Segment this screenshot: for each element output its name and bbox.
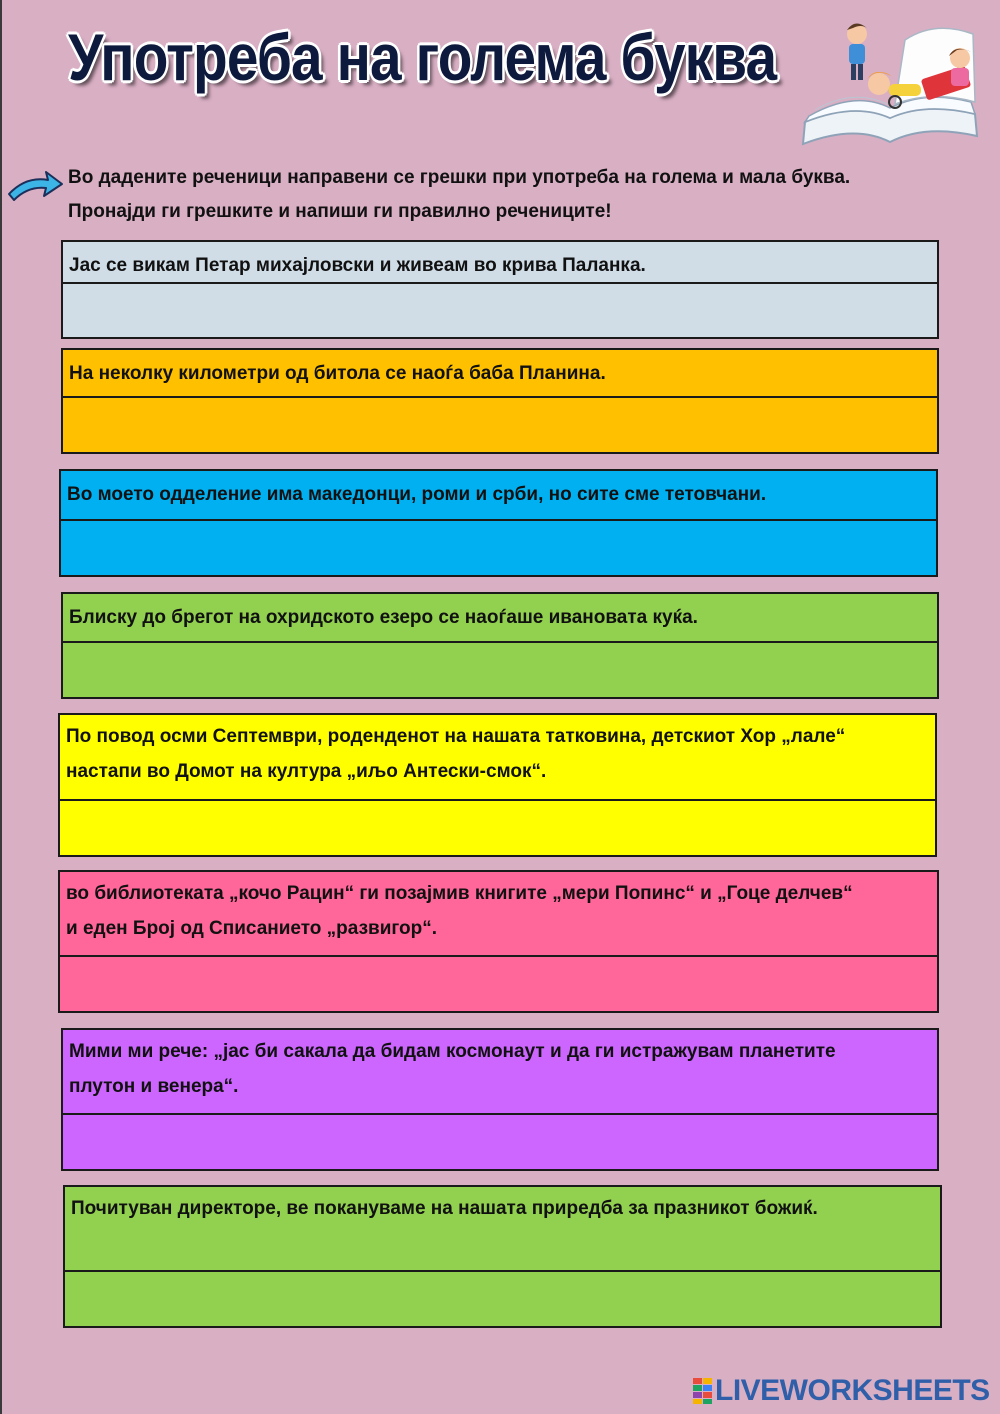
task-card [59, 469, 938, 577]
task-sentence-line: Мими ми рече: „јас би сакала да бидам космонаут и да ги истражувам планетите [69, 1041, 836, 1062]
answer-field[interactable] [61, 521, 936, 575]
task-sentence-line: во библиотеката „кочо Рацин“ ги позајмив книгите „мери Попинс“ и „Гоце делчев“ [66, 883, 853, 904]
task-card [61, 240, 939, 339]
answer-field[interactable] [63, 398, 937, 452]
instruction-line-1: Во дадените реченици направени се грешки при употреба на голема и мала буква. [68, 167, 851, 188]
task-card [61, 348, 939, 454]
task-sentence [65, 1187, 940, 1272]
liveworksheets-logo-icon [693, 1378, 713, 1404]
task-sentence-line: На неколку километри од битола се наоѓа баба Планина. [69, 363, 606, 384]
task-card [61, 1028, 939, 1171]
task-sentence-line: Во моето одделение има македонци, роми и срби, но сите сме тетовчани. [67, 484, 767, 505]
task-sentence-line: плутон и венера“. [69, 1076, 239, 1097]
task-sentence [63, 242, 937, 284]
page-left-border [0, 0, 2, 1414]
task-card [58, 870, 939, 1013]
answer-field[interactable] [60, 957, 937, 1011]
task-sentence [60, 872, 937, 957]
task-sentence [63, 1030, 937, 1115]
task-card [63, 1185, 942, 1328]
answer-field[interactable] [60, 801, 935, 855]
task-card [58, 713, 937, 857]
answer-field[interactable] [63, 643, 937, 697]
liveworksheets-wordmark: LIVEWORKSHEETS [715, 1374, 990, 1407]
task-sentence-line: Блиску до брегот на охридското езеро се наоѓаше ивановата куќа. [69, 607, 698, 628]
task-sentence [60, 715, 935, 801]
instruction-line-2: Пронајди ги грешките и напиши ги правилно речениците! [68, 201, 612, 222]
task-sentence [63, 350, 937, 398]
page-title: Употреба на голема буква [68, 20, 777, 94]
task-sentence [63, 594, 937, 643]
task-sentence-line: Јас се викам Петар михајловски и живеам во крива Паланка. [69, 255, 646, 276]
task-card [61, 592, 939, 699]
answer-field[interactable] [63, 1115, 937, 1169]
task-sentence-line: Почитуван директоре, ве покануваме на нашата приредба за празникот божиќ. [71, 1198, 818, 1219]
kids-reading-book-illustration [795, 10, 985, 160]
answer-field[interactable] [63, 284, 937, 337]
task-sentence-line: настапи во Домот на култура „иљо Антески-смок“. [66, 761, 547, 782]
answer-field[interactable] [65, 1272, 940, 1326]
task-sentence-line: и еден Број од Списанието „развигор“. [66, 918, 438, 939]
arrow-right-icon [6, 166, 64, 202]
task-sentence [61, 471, 936, 521]
liveworksheets-logo [693, 1374, 993, 1408]
task-sentence-line: По повод осми Септември, роденденот на нашата татковина, детскиот Хор „лале“ [66, 726, 846, 747]
